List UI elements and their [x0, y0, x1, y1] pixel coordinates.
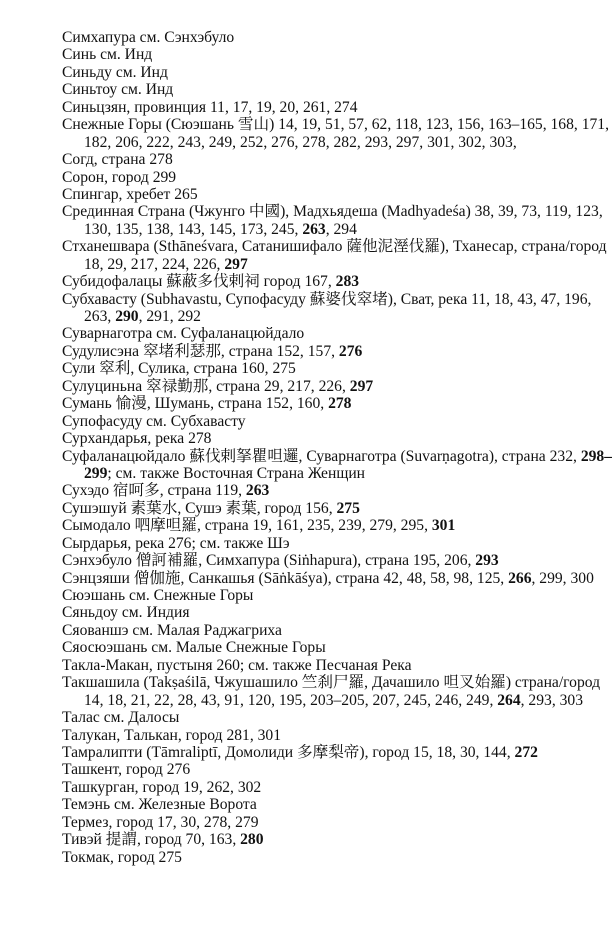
entry-text: Сурхандарья, река 278 [62, 430, 212, 448]
entry-line [62, 569, 594, 587]
index-entry [62, 360, 582, 377]
entry-line [62, 273, 582, 290]
index-entry [62, 796, 582, 813]
entry-line [62, 343, 582, 360]
main-page-reference: 283 [335, 273, 360, 291]
index-entry [62, 64, 582, 81]
entry-line [62, 413, 582, 430]
entry-text: Тивэй 提謂, город 70, 163, [62, 831, 241, 849]
entry-text: Субхавасту (Subhavastu, Супофасуду 蘇婆伐窣堵), Сват, река 11, 18, 43, 47, 196, [62, 290, 592, 308]
entry-text: Срединная Страна (Чжунго 中國), Мадхьядеша (Madhyadeśa) 38, 39, 73, 119, 123, [62, 203, 603, 221]
index-entry [62, 290, 592, 326]
entry-line [62, 395, 582, 412]
main-page-reference: 280 [240, 831, 264, 849]
entry-line [62, 604, 582, 621]
main-page-reference: 293 [475, 552, 499, 570]
entry-line [62, 709, 582, 726]
main-page-reference: 301 [431, 517, 456, 535]
entry-text: Суфаланацюйдало 蘇伐剌拏瞿呾邏, Суварнаготра (Suvarṇagotra), страна 232, [62, 447, 581, 465]
entry-text: Сули 窣利, Сулика, страна 160, 275 [62, 360, 296, 378]
entry-text: Синьцзян, провинция 11, 17, 19, 20, 261, 274 [62, 98, 358, 116]
entry-line [62, 116, 609, 134]
entry-text: Снежные Горы (Сюэшань 雪山) 14, 19, 51, 57, 62, 118, 123, 156, 163–165, 168, 171, [62, 116, 609, 134]
index-entry [62, 81, 582, 98]
index-entry [62, 535, 582, 552]
entry-text: ; см. также Восточная Страна Женщин [107, 464, 366, 482]
entry-line [62, 46, 582, 63]
entry-line [62, 552, 582, 569]
entry-line [62, 29, 582, 46]
main-page-reference: 290 [115, 308, 139, 325]
entry-text: Сырдарья, река 276; см. также Шэ [62, 534, 290, 552]
entry-text: Суварнаготра см. Суфаланацюйдало [62, 325, 305, 343]
entry-line [62, 290, 592, 308]
index-entry [62, 674, 601, 709]
index-entry [62, 378, 582, 395]
index-entry [62, 552, 582, 569]
entry-text: Сяованшэ см. Малая Раджагриха [62, 621, 282, 639]
entry-line [62, 657, 582, 674]
entry-line [62, 186, 582, 203]
entry-line [62, 831, 582, 848]
entry-line [62, 430, 582, 447]
entry-text: 182, 206, 222, 243, 249, 252, 276, 278, 282, 293, 297, 301, 302, 303, [84, 133, 517, 151]
entry-line [62, 779, 582, 796]
entry-text: Ташкурган, город 19, 262, 302 [62, 778, 262, 796]
entry-line [62, 622, 582, 639]
entry-continuation-line [62, 221, 582, 238]
entry-text: Темэнь см. Железные Ворота [62, 796, 257, 814]
entry-text: Стханешвара (Sthāneśvara, Сатанишифало 薩他泥溼伐羅), Тханесар, страна/город [62, 238, 607, 256]
entry-line [62, 169, 582, 186]
index-entry [62, 343, 582, 360]
index-entry [62, 587, 582, 604]
entry-text: Талас см. Далосы [62, 709, 180, 727]
entry-text: 130, 135, 138, 143, 145, 173, 245, [84, 220, 303, 238]
index-entry [62, 622, 582, 639]
main-page-reference: 297 [349, 377, 374, 395]
main-page-reference: 299 [84, 464, 108, 482]
index-entry [62, 657, 582, 674]
entry-line [62, 639, 582, 656]
index-entry [62, 482, 582, 499]
index-entry [62, 744, 582, 761]
entry-text: Сяньдоу см. Индия [62, 604, 190, 622]
entry-text: 263, [84, 308, 116, 325]
index-entry [62, 639, 582, 656]
entry-text: Сымодало 呬摩呾羅, страна 19, 161, 235, 239, 279, 295, [62, 517, 432, 535]
entry-continuation-line [62, 692, 582, 709]
entry-text: Спингар, хребет 265 [62, 185, 198, 203]
entry-line [62, 500, 582, 517]
entry-text: , 299, 300 [531, 569, 594, 587]
entry-text: 18, 29, 217, 224, 226, [84, 255, 225, 273]
index-entry [62, 831, 582, 848]
index-entry [62, 395, 582, 412]
entry-text: Симхапура см. Сэнхэбуло [62, 29, 235, 46]
index-entry [62, 569, 594, 587]
entry-line [62, 203, 603, 221]
entry-text: Сэнхэбуло 僧訶補羅, Симхапура (Siṅhapura), страна 195, 206, [62, 552, 476, 570]
entry-line [62, 482, 582, 499]
index-entry [62, 413, 582, 430]
index-entry [62, 430, 582, 447]
main-page-reference: 272 [514, 743, 538, 761]
main-page-reference: 297 [224, 255, 248, 273]
entry-text: , 294 [325, 220, 357, 238]
entry-text: Синьтоу см. Инд [62, 81, 174, 99]
index-entry [62, 849, 582, 866]
index-entry [62, 761, 582, 778]
entry-continuation-line [62, 308, 582, 325]
main-page-reference: 263 [302, 220, 326, 238]
index-entry [62, 116, 609, 151]
entry-text: Синьду см. Инд [62, 63, 168, 81]
entry-text: Сушэшуй 素葉水, Сушэ 素葉, город 156, [62, 499, 337, 517]
index-entry [62, 99, 582, 116]
index-entry [62, 604, 582, 621]
entry-text: Синь см. Инд [62, 46, 153, 64]
entry-text: Термез, город 17, 30, 278, 279 [62, 813, 259, 831]
entry-line [62, 151, 582, 168]
main-page-reference: 266 [508, 569, 532, 587]
index-entry [62, 727, 582, 744]
main-page-reference: 264 [497, 691, 521, 709]
entry-text: Такшашила (Takṣaśilā, Чжушашило 竺刹尸羅, Дачашило 呾叉始羅) страна/город [62, 674, 601, 692]
entry-text: Супофасуду см. Субхавасту [62, 412, 246, 430]
entry-text: Сумань 愉漫, Шумань, страна 152, 160, [62, 395, 329, 413]
entry-text: Сулуциньна 窣禄勤那, страна 29, 217, 226, [62, 377, 350, 395]
entry-line [62, 517, 582, 534]
entry-line [62, 849, 582, 866]
index-entry [62, 779, 582, 796]
entry-line [62, 99, 582, 116]
entry-text: , 293, 303 [520, 691, 583, 709]
entry-text: Токмак, город 275 [62, 848, 182, 866]
entry-line [62, 238, 607, 256]
index-entry [62, 169, 582, 186]
main-page-reference: 278 [328, 395, 352, 413]
entry-text: Субидофалацы 蘇蔽多伐剌祠 город 167, [62, 273, 336, 291]
entry-text: Судулисэна 窣堵利瑟那, страна 152, 157, [62, 342, 339, 360]
index-entry [62, 517, 582, 534]
index-entry [62, 500, 582, 517]
entry-continuation-line [62, 134, 582, 151]
main-page-reference: 275 [336, 499, 360, 517]
entry-text: , 291, 292 [138, 308, 201, 325]
entry-line [62, 727, 582, 744]
index-entry [62, 203, 603, 238]
entry-text: Талукан, Талькан, город 281, 301 [62, 726, 282, 744]
entry-text: Ташкент, город 276 [62, 761, 191, 779]
main-page-reference: 276 [338, 342, 363, 360]
entry-continuation-line [62, 465, 582, 482]
entry-line [62, 81, 582, 98]
main-page-reference: 263 [245, 482, 270, 500]
entry-text: Сорон, город 299 [62, 168, 177, 186]
index-entry [62, 29, 582, 46]
entry-text: 14, 18, 21, 22, 28, 43, 91, 120, 195, 203–205, 207, 245, 246, 249, [84, 691, 498, 709]
index-entry [62, 238, 607, 273]
entry-line [62, 535, 582, 552]
entry-text: Тамралипти (Tāmraliptī, Домолиди 多摩梨帝), город 15, 18, 30, 144, [62, 743, 515, 761]
entry-line [62, 325, 582, 342]
index-entry [62, 273, 582, 290]
index-entry [62, 709, 582, 726]
entry-line [62, 796, 582, 813]
index-entry [62, 325, 582, 342]
entry-continuation-line [62, 256, 582, 273]
entry-line [62, 587, 582, 604]
entry-line [62, 447, 612, 465]
entry-text: Сюэшань см. Снежные Горы [62, 587, 254, 604]
entry-line [62, 360, 582, 377]
index-entry [62, 151, 582, 168]
entry-line [62, 64, 582, 81]
index-entry [62, 447, 612, 483]
index-page [62, 29, 612, 866]
entry-line [62, 378, 582, 395]
entry-text: Такла-Макан, пустыня 260; см. также Песчаная Река [62, 656, 412, 674]
entry-text: Сяосюэшань см. Малые Снежные Горы [62, 639, 326, 657]
entry-line [62, 744, 582, 761]
main-page-reference: 298– [580, 447, 612, 465]
entry-line [62, 814, 582, 831]
entry-text: Сэнцзяши 僧伽施, Санкашья (Sāṅkāśya), страна 42, 48, 58, 98, 125, [62, 569, 509, 587]
entry-text: Сухэдо 宿呵多, страна 119, [62, 482, 246, 500]
entry-line [62, 674, 601, 692]
entry-text: Согд, страна 278 [62, 151, 173, 169]
index-entry [62, 46, 582, 63]
index-entry [62, 814, 582, 831]
entry-line [62, 761, 582, 778]
index-entry [62, 186, 582, 203]
